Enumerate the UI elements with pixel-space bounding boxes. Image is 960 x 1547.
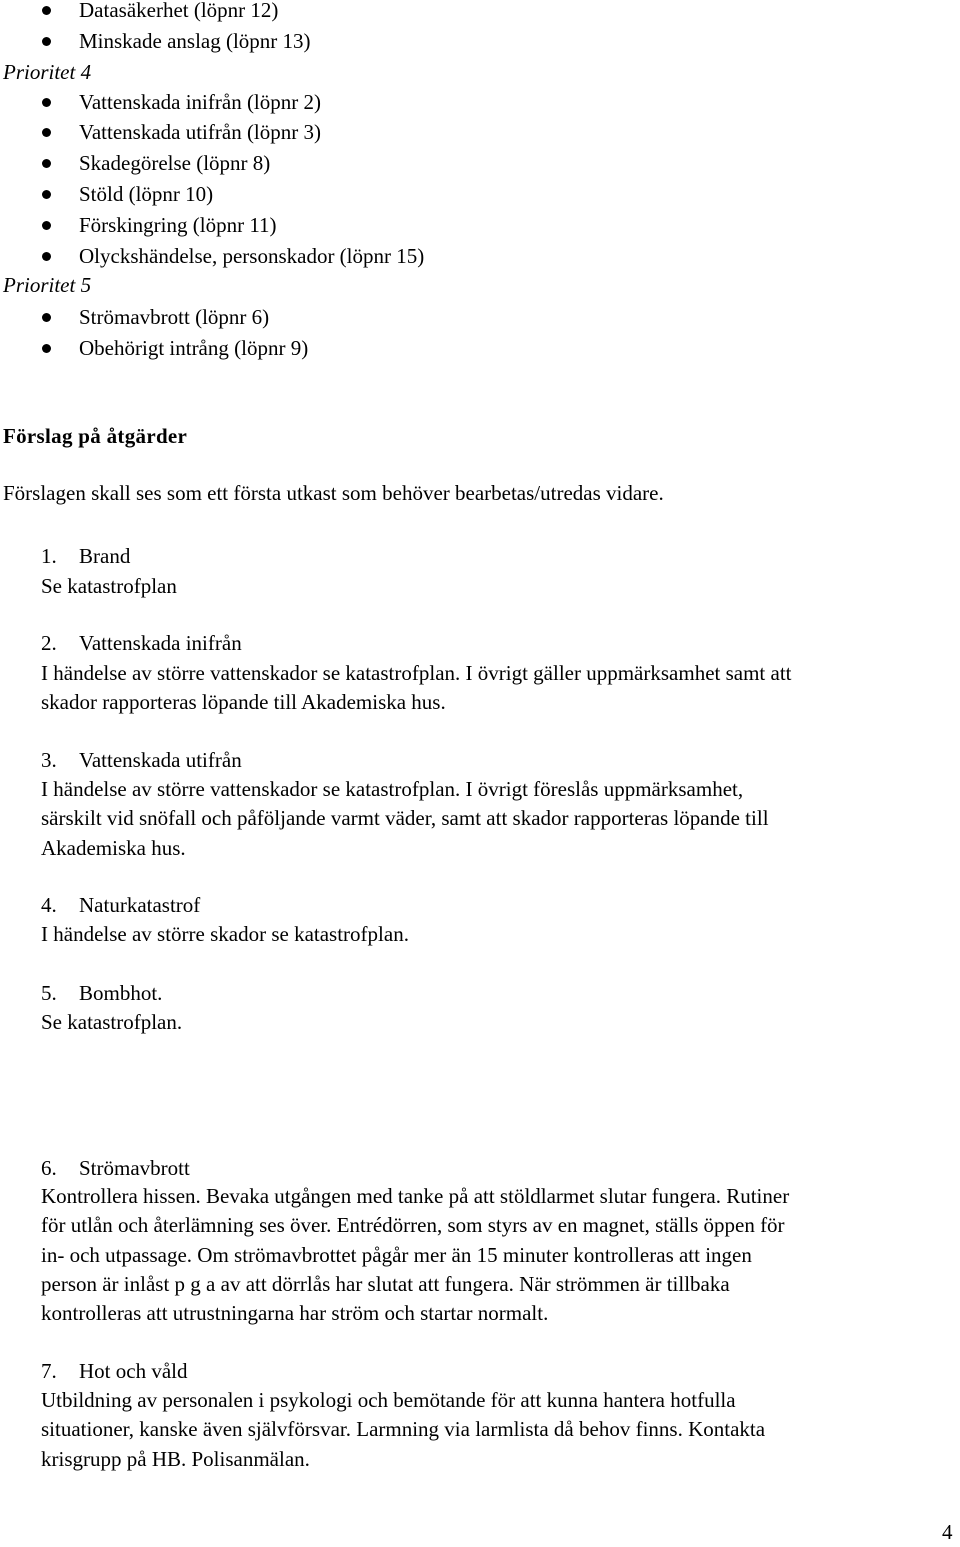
bullet-icon	[42, 6, 51, 15]
item-text: in- och utpassage. Om strömavbrottet pågår mer än 15 minuter kontrolleras att ingen	[41, 1243, 752, 1267]
item-number: 5.	[41, 981, 57, 1005]
list-item-text: Strömavbrott (löpnr 6)	[79, 305, 270, 329]
item-text: person är inlåst p g a av att dörrlås har slutat att fungera. När strömmen är tillbaka	[41, 1272, 730, 1296]
item-number: 6.	[41, 1156, 57, 1180]
intro-paragraph: Förslagen skall ses som ett första utkast som behöver bearbetas/utredas vidare.	[3, 481, 664, 505]
item-heading	[41, 891, 200, 920]
bullet-icon	[42, 98, 51, 107]
item-title: Bombhot.	[79, 981, 163, 1005]
item-title: Strömavbrott	[79, 1156, 190, 1180]
item-number: 3.	[41, 748, 57, 772]
item-number: 4.	[41, 893, 57, 917]
item-title: Vattenskada inifrån	[79, 631, 242, 655]
item-heading	[41, 1357, 187, 1386]
item-number: 1.	[41, 544, 57, 568]
item-heading	[41, 1154, 190, 1183]
list-item-text: Skadegörelse (löpnr 8)	[79, 151, 271, 175]
bullet-icon	[42, 159, 51, 168]
list-item-text: Vattenskada inifrån (löpnr 2)	[79, 90, 322, 114]
item-text: Se katastrofplan.	[41, 1010, 183, 1034]
item-title: Hot och våld	[79, 1359, 188, 1383]
section-heading: Förslag på åtgärder	[3, 424, 188, 448]
list-item-text: Stöld (löpnr 10)	[79, 182, 214, 206]
item-heading	[41, 542, 130, 571]
item-number: 2.	[41, 631, 57, 655]
list-item-text: Vattenskada utifrån (löpnr 3)	[79, 120, 322, 144]
item-text: Utbildning av personalen i psykologi och bemötande för att kunna hantera hotfulla	[41, 1388, 736, 1412]
item-text: krisgrupp på HB. Polisanmälan.	[41, 1447, 310, 1471]
item-text: Se katastrofplan	[41, 574, 177, 598]
item-text: I händelse av större vattenskador se katastrofplan. I övrigt föreslås uppmärksamhet,	[41, 777, 744, 801]
item-text: I händelse av större vattenskador se katastrofplan. I övrigt gäller uppmärksamhet samt att	[41, 661, 792, 685]
bullet-icon	[42, 37, 51, 46]
item-heading	[41, 629, 242, 658]
list-item-text: Minskade anslag (löpnr 13)	[79, 29, 311, 53]
item-heading	[41, 979, 162, 1008]
item-text: Akademiska hus.	[41, 836, 186, 860]
bullet-icon	[42, 190, 51, 199]
list-item-text: Obehörigt intrång (löpnr 9)	[79, 336, 309, 360]
item-text: skador rapporteras löpande till Akademiska hus.	[41, 690, 446, 714]
priority-label: Prioritet 4	[3, 60, 92, 84]
priority-label: Prioritet 5	[3, 273, 92, 297]
item-text: för utlån och återlämning ses över. Entrédörren, som styrs av en magnet, ställs öppen för	[41, 1213, 785, 1237]
bullet-icon	[42, 221, 51, 230]
item-text: I händelse av större skador se katastrofplan.	[41, 922, 409, 946]
list-item-text: Datasäkerhet (löpnr 12)	[79, 0, 279, 22]
bullet-icon	[42, 313, 51, 322]
item-heading	[41, 746, 242, 775]
item-title: Vattenskada utifrån	[79, 748, 242, 772]
page-number: 4	[942, 1520, 953, 1544]
bullet-icon	[42, 252, 51, 261]
bullet-icon	[42, 344, 51, 353]
list-item-text: Olyckshändelse, personskador (löpnr 15)	[79, 244, 425, 268]
item-text: kontrolleras att utrustningarna har ström och startar normalt.	[41, 1301, 549, 1325]
item-text: särskilt vid snöfall och påföljande varmt väder, samt att skador rapporteras löpande till	[41, 806, 769, 830]
item-text: situationer, kanske även självförsvar. Larmning via larmlista då behov finns. Kontakta	[41, 1417, 766, 1441]
item-number: 7.	[41, 1359, 57, 1383]
bullet-icon	[42, 128, 51, 137]
item-title: Naturkatastrof	[79, 893, 201, 917]
item-title: Brand	[79, 544, 131, 568]
list-item-text: Förskingring (löpnr 11)	[79, 213, 277, 237]
item-text: Kontrollera hissen. Bevaka utgången med tanke på att stöldlarmet slutar fungera. Rutiner	[41, 1184, 790, 1208]
